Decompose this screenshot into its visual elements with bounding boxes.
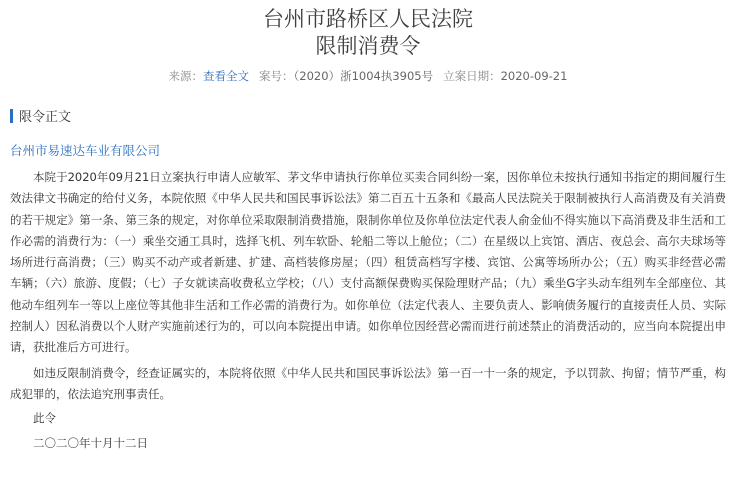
court-name-title: 台州市路桥区人民法院 [263,7,473,31]
section-header [10,109,71,127]
document-date: 二〇二〇年十月十二日 [33,435,148,450]
document-meta [0,68,736,84]
case-number-label: 案号： [259,69,294,83]
filing-date-value: 2020-09-21 [500,69,568,83]
view-full-text-link[interactable]: 查看全文 [203,69,250,83]
closing-phrase: 此令 [33,411,56,426]
document-type-title: 限制消费令 [315,34,421,58]
addressee-company: 台州市易速达车业有限公司 [10,143,161,158]
section-accent-bar [10,109,13,123]
document-body [10,167,726,454]
body-paragraph-2: 如违反限制消费令，经查证属实的，本院将依照《中华人民共和国民事诉讼法》第一百一十一条的规定，予以罚款、拘留；情节严重，构成犯罪的，依法追究刑事责任。 [10,365,726,401]
section-title: 限令正文 [19,110,72,125]
body-paragraph-1: 本院于2020年09月21日立案执行申请人应敏军、茅文华申请执行你单位买卖合同纠纷一案，因你单位未按执行通知书指定的期间履行生效法律文书确定的给付义务，本院依照《中华人民共和国民事诉讼法》第二百五十五条和《最高人民法院关于限制被执行人高消费及有关消费的若干规定》第一条、第三条的规定，对你单位采取限制消费措施，限制你单位及你单位法定代表人俞金仙不得实施以下高消费及非生活和工作必需的消费行为：（一）乘坐交通工具时，选择飞机、列车软卧、轮船二等以上舱位；（二）在星级以上宾馆、酒店、夜总会、高尔夫球场等场所进行高消费；（三）购买不动产或者新建、扩建、高档装修房屋；（四）租赁高档写字楼、宾馆、公寓等场所办公；（五）购买非经营必需车辆；（六）旅游、度假；（七）子女就读高收费私立学校；（八）支付高额保费购买保险理财产品；（九）乘坐G字头动车组列车全部座位、其他动车组列车一等以上座位等其他非生活和工作必需的消费行为。如你单位（法定代表人、主要负责人、影响债务履行的直接责任人员、实际控制人）因私消费以个人财产实施前述行为的，可以向本院提出申请。如你单位因经营必需而进行前述禁止的消费活动的，应当向本院提出申请，获批准后方可进行。 [10,170,726,355]
source-label: 来源： [168,69,204,83]
case-number-value: （2020）浙1004执3905号 [293,69,434,83]
filing-date-label: 立案日期： [443,69,501,83]
